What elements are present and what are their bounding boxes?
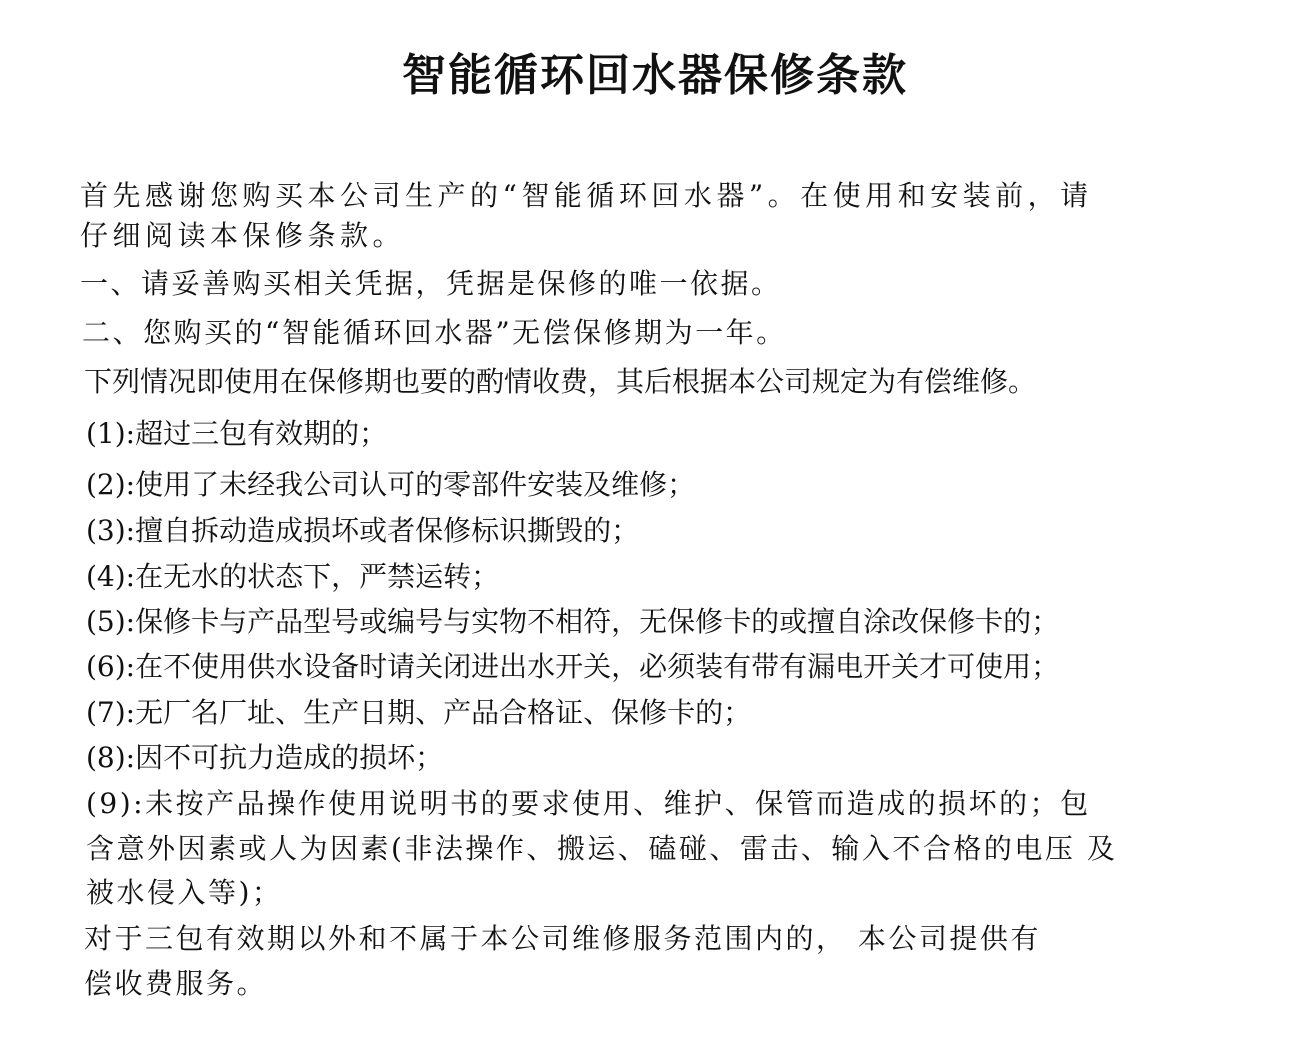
intro-line-2: 仔细阅读本保修条款。	[80, 219, 406, 252]
closing-line-1: 对于三包有效期以外和不属于本公司维修服务范围内的， 本公司提供有	[84, 922, 1041, 955]
intro-line-1: 首先感谢您购买本公司生产的“智能循环回水器”。在使用和安装前，请	[80, 179, 1093, 212]
list-item-9-line-1: (9):未按产品操作使用说明书的要求使用、维护、保管而造成的损坏的；包	[86, 787, 1091, 820]
list-item-5: (5):保修卡与产品型号或编号与实物不相符，无保修卡的或擅自涂改保修卡的；	[86, 605, 1060, 638]
list-item-2: (2):使用了未经我公司认可的零部件安装及维修；	[86, 468, 696, 501]
clause-2: 二、您购买的“智能循环回水器”无偿保修期为一年。	[82, 316, 787, 349]
clause-3-intro: 下列情况即使用在保修期也要的酌情收费，其后根据本公司规定为有偿维修。	[84, 365, 1037, 398]
list-item-9-line-3: 被水侵入等)；	[86, 876, 283, 909]
page-title: 智能循环回水器保修条款	[402, 50, 908, 101]
list-item-6: (6):在不使用供水设备时请关闭进出水开关，必须装有带有漏电开关才可使用；	[86, 650, 1060, 683]
list-item-7: (7):无厂名厂址、生产日期、产品合格证、保修卡的；	[86, 696, 752, 729]
list-item-8: (8):因不可抗力造成的损坏；	[86, 741, 444, 774]
list-item-4: (4):在无水的状态下，严禁运转；	[86, 560, 500, 593]
clause-1: 一、请妥善购买相关凭据，凭据是保修的唯一依据。	[80, 267, 782, 300]
list-item-3: (3):擅自拆动造成损坏或者保修标识撕毁的；	[86, 514, 640, 547]
list-item-1: (1):超过三包有效期的；	[86, 417, 388, 450]
list-item-9-line-2: 含意外因素或人为因素(非法操作、搬运、磕碰、雷击、输入不合格的电压 及	[86, 832, 1118, 865]
closing-line-2: 偿收费服务。	[84, 967, 268, 1000]
